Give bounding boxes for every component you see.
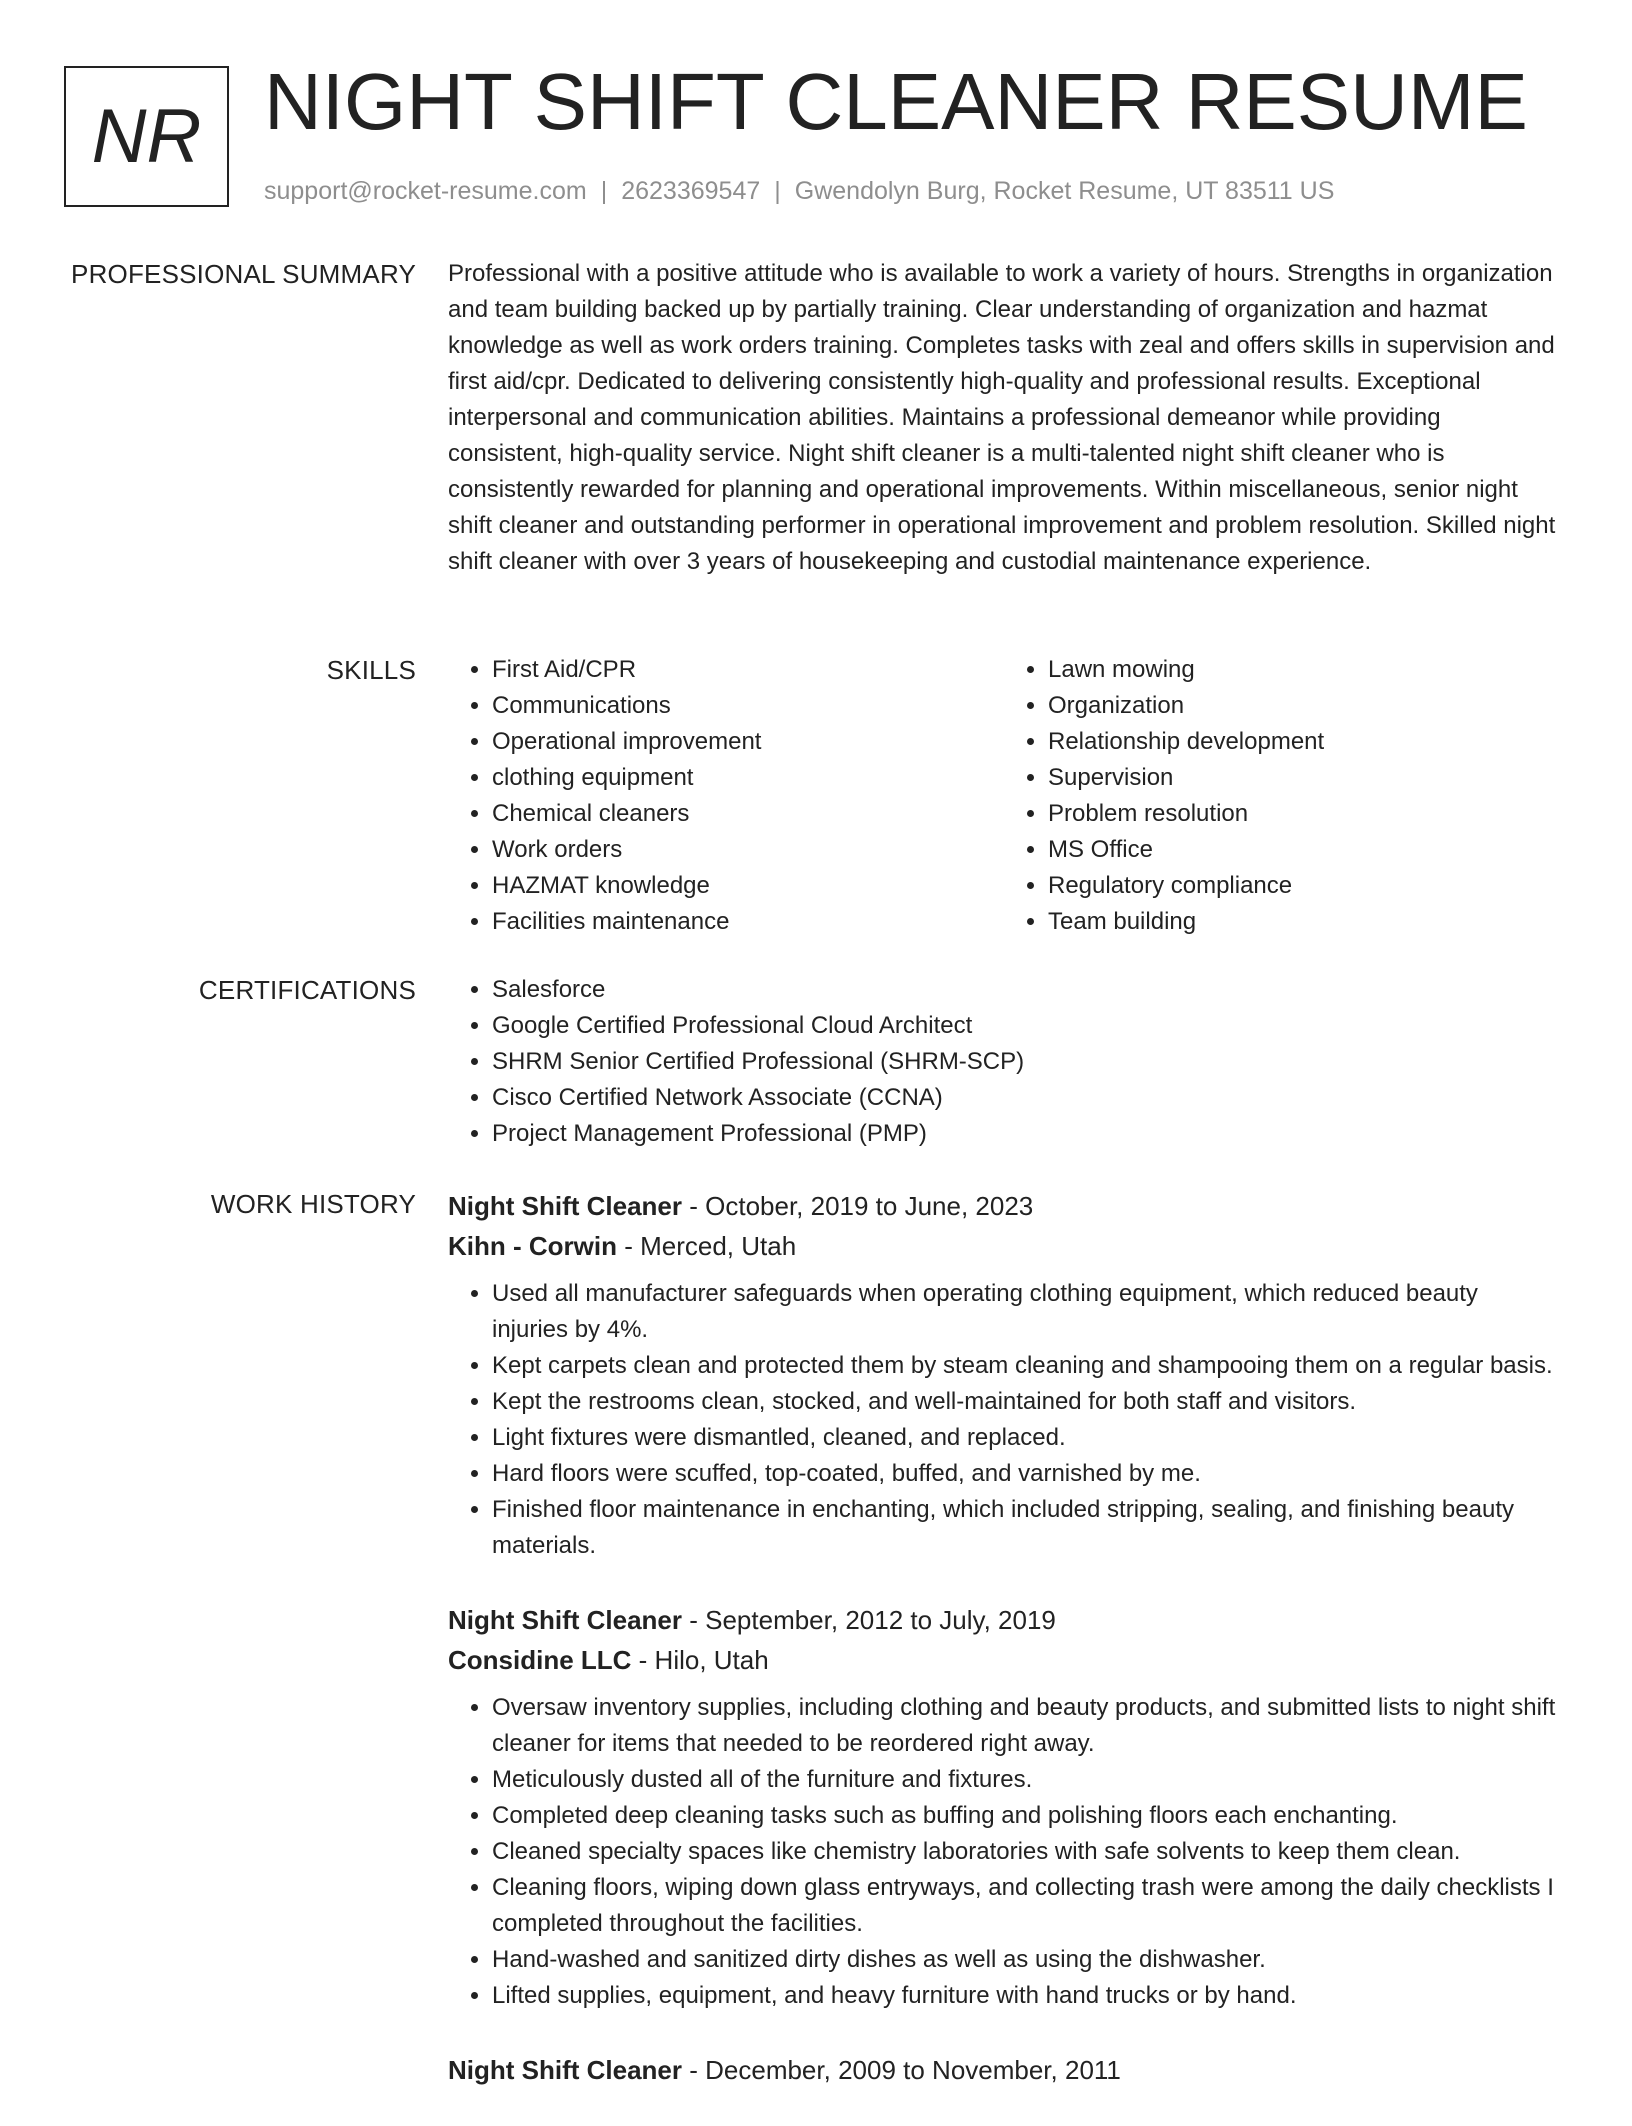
list-item: • SHRM Senior Certified Professional (SHRM-SCP): [492, 1044, 1560, 1080]
list-item: • First Aid/CPR: [492, 652, 1004, 688]
list-item: • Relationship development: [1048, 724, 1560, 760]
list-item: • Operational improvement: [492, 724, 1004, 760]
work-label: WORK HISTORY: [210, 1189, 416, 1219]
job-dates: - October, 2019 to June, 2023: [682, 1191, 1034, 1221]
job-entry: [448, 1186, 1560, 1564]
contact-phone: 2623369547: [621, 177, 761, 205]
list-item: • clothing equipment: [492, 760, 1004, 796]
job-title: Night Shift Cleaner: [448, 1605, 683, 1635]
list-item: • Hard floors were scuffed, top-coated, buffed, and varnished by me.: [492, 1456, 1560, 1492]
job-company: Considine LLC: [448, 1645, 632, 1675]
contact-separator: |: [774, 177, 781, 205]
job-title: Night Shift Cleaner: [448, 2055, 683, 2085]
list-item: • Chemical cleaners: [492, 796, 1004, 832]
list-item: • Supervision: [1048, 760, 1560, 796]
job-title-line: [448, 1186, 1560, 1226]
monogram: NR: [64, 66, 229, 207]
job-title-line: [448, 1600, 1560, 1640]
list-item: • Cleaned specialty spaces like chemistry laboratories with safe solvents to keep them clean.: [492, 1834, 1560, 1870]
list-item: • Google Certified Professional Cloud Architect: [492, 1008, 1560, 1044]
job-company-line: [448, 1640, 1560, 1680]
certifications-content: [448, 972, 1560, 1152]
certifications-label: CERTIFICATIONS: [198, 975, 416, 1005]
list-item: • Finished floor maintenance in enchanting, which included stripping, sealing, and finishing beauty materials.: [492, 1492, 1560, 1564]
list-item: • Oversaw inventory supplies, including clothing and beauty products, and submitted lists to night shift cleaner for items that needed to be reordered right away.: [492, 1690, 1560, 1762]
skills-label: SKILLS: [326, 655, 416, 685]
summary-text: Professional with a positive attitude who is available to work a variety of hours. Strengths in organization and team building backed up by partially training. Clear understanding of organization and hazmat knowledge as well as work orders training. Completes tasks with zeal and offers skills in supervision and first aid/cpr. Dedicated to delivering consistently high-quality and professional results. Exceptional interpersonal and communication abilities. Maintains a professional demeanor while providing consistent, high-quality service. Night shift cleaner is a multi-talented night shift cleaner who is consistently rewarded for planning and operational improvements. Within miscellaneous, senior night shift cleaner and outstanding performer in operational improvement and problem resolution. Skilled night shift cleaner with over 3 years of housekeeping and custodial maintenance experience.: [448, 260, 1556, 575]
job-location: - Hilo, Utah: [631, 1645, 769, 1675]
job-location: - Merced, Utah: [616, 1231, 797, 1261]
list-item: • Facilities maintenance: [492, 904, 1004, 940]
list-item: • Kept the restrooms clean, stocked, and well-maintained for both staff and visitors.: [492, 1384, 1560, 1420]
skills-content: [448, 652, 1560, 940]
certifications-list: [448, 972, 1560, 1152]
list-item: • Problem resolution: [1048, 796, 1560, 832]
list-item: • Project Management Professional (PMP): [492, 1116, 1560, 1152]
list-item: • Communications: [492, 688, 1004, 724]
summary-label: PROFESSIONAL SUMMARY: [71, 259, 416, 289]
job-entry: [448, 2050, 1560, 2090]
job-title: Night Shift Cleaner: [448, 1191, 683, 1221]
job-dates: - September, 2012 to July, 2019: [682, 1605, 1056, 1635]
list-item: • MS Office: [1048, 832, 1560, 868]
summary-content: [448, 256, 1560, 580]
skills-list-right: [1004, 652, 1560, 940]
list-item: • Cleaning floors, wiping down glass entryways, and collecting trash were among the daily checklists I completed throughout the facilities.: [492, 1870, 1560, 1942]
list-item: • Lifted supplies, equipment, and heavy furniture with hand trucks or by hand.: [492, 1978, 1560, 2014]
contact-line: [264, 174, 1334, 208]
list-item: • Meticulously dusted all of the furniture and fixtures.: [492, 1762, 1560, 1798]
contact-email: support@rocket-resume.com: [264, 177, 587, 205]
job-title-line: [448, 2050, 1560, 2090]
job-bullets: [448, 1690, 1560, 2014]
list-item: • Kept carpets clean and protected them by steam cleaning and shampooing them on a regular basis.: [492, 1348, 1560, 1384]
list-item: • Cisco Certified Network Associate (CCNA): [492, 1080, 1560, 1116]
job-entry: [448, 1600, 1560, 2014]
list-item: • Regulatory compliance: [1048, 868, 1560, 904]
job-dates: - December, 2009 to November, 2011: [682, 2055, 1121, 2085]
job-company: Kihn - Corwin: [448, 1231, 617, 1261]
list-item: • HAZMAT knowledge: [492, 868, 1004, 904]
list-item: • Work orders: [492, 832, 1004, 868]
job-bullets: [448, 1276, 1560, 1564]
list-item: • Light fixtures were dismantled, cleaned, and replaced.: [492, 1420, 1560, 1456]
contact-address: Gwendolyn Burg, Rocket Resume, UT 83511 US: [794, 177, 1335, 205]
contact-separator: |: [600, 177, 608, 205]
list-item: • Hand-washed and sanitized dirty dishes as well as using the dishwasher.: [492, 1942, 1560, 1978]
page-title: NIGHT SHIFT CLEANER RESUME: [264, 57, 1528, 146]
list-item: • Salesforce: [492, 972, 1560, 1008]
list-item: • Organization: [1048, 688, 1560, 724]
list-item: • Team building: [1048, 904, 1560, 940]
list-item: • Lawn mowing: [1048, 652, 1560, 688]
work-content: [448, 1186, 1560, 2126]
skills-list-left: [448, 652, 1004, 940]
job-company-line: [448, 1226, 1560, 1266]
list-item: • Used all manufacturer safeguards when operating clothing equipment, which reduced beauty injuries by 4%.: [492, 1276, 1560, 1348]
list-item: • Completed deep cleaning tasks such as buffing and polishing floors each enchanting.: [492, 1798, 1560, 1834]
